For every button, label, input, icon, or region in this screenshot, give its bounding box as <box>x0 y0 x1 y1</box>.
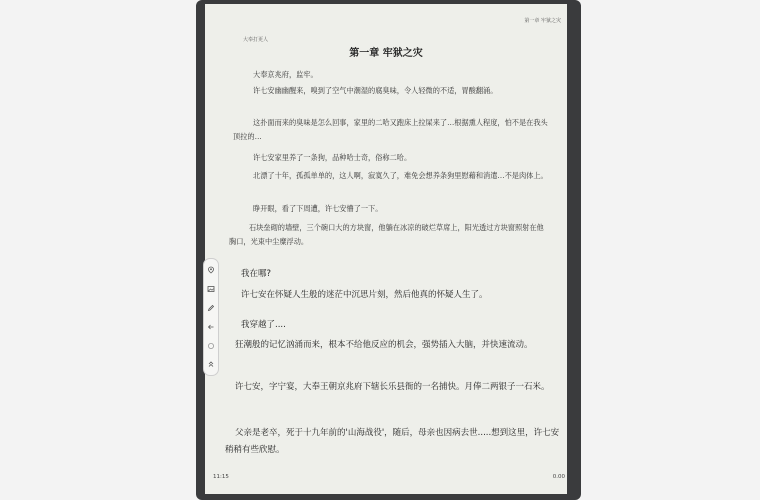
paragraph: 我在哪? <box>241 269 272 279</box>
back-arrow-icon[interactable] <box>207 323 215 331</box>
paragraph: 许七安家里养了一条狗，品种哈士奇，俗称二哈。 <box>253 153 412 162</box>
paragraph: 父亲是老卒，死于十九年前的'山海战役'，随后，母亲也因病去世.....想到这里，许七安稍稍有些欣慰。 <box>225 428 560 455</box>
paragraph: 睁开眼，看了下周遭，许七安懵了一下。 <box>253 204 383 213</box>
reading-progress: 0.00 <box>552 474 565 480</box>
paragraph: 石块垒砌的墙壁，三个碗口大的方块窗，他躺在冰凉的破烂草席上，阳光透过方块窗照射在他胸口，光束中尘糜浮动。 <box>229 223 544 246</box>
location-pin-icon[interactable] <box>207 266 215 274</box>
chapter-title: 第一章 牢狱之灾 <box>349 48 423 59</box>
paragraph: 北漂了十年，孤孤单单的，这人啊，寂寞久了，难免会想养条狗里慰藉和消遣…不是肉体上。 <box>253 171 548 180</box>
paragraph: 我穿越了.... <box>241 320 286 330</box>
paragraph: 许七安幽幽醒来，嗅到了空气中潮湿的腐臭味，令人轻微的不适，胃酸翻涌。 <box>253 86 498 95</box>
paragraph: 许七安，字宁宴，大奉王朝京兆府下辖长乐县衙的一名捕快。月俸二两银子一石米。 <box>235 382 550 392</box>
circle-icon[interactable] <box>207 342 215 350</box>
double-chevron-up-icon[interactable] <box>207 360 215 368</box>
paragraph: 大奉京兆府，监牢。 <box>253 70 318 79</box>
reader-screen <box>205 4 567 494</box>
gallery-icon[interactable] <box>207 285 215 293</box>
pen-icon[interactable] <box>207 304 215 312</box>
paragraph: 这扑面而来的臭味是怎么回事，家里的二哈又跑床上拉屎来了…根据熏人程度，怕不是在我头顶拉的… <box>233 118 548 141</box>
paragraph: 许七安在怀疑人生般的迷茫中沉思片刻，然后他真的怀疑人生了。 <box>241 290 488 300</box>
paragraph: 狂潮般的记忆汹涌而来，根本不给他反应的机会，强势插入大脑，并快速流动。 <box>235 340 533 350</box>
book-title: 大奉打更人 <box>243 37 269 43</box>
running-chapter-header: 第一章 牢狱之灾 <box>524 18 561 24</box>
clock: 11:15 <box>213 474 229 480</box>
side-toolbar <box>203 258 219 376</box>
